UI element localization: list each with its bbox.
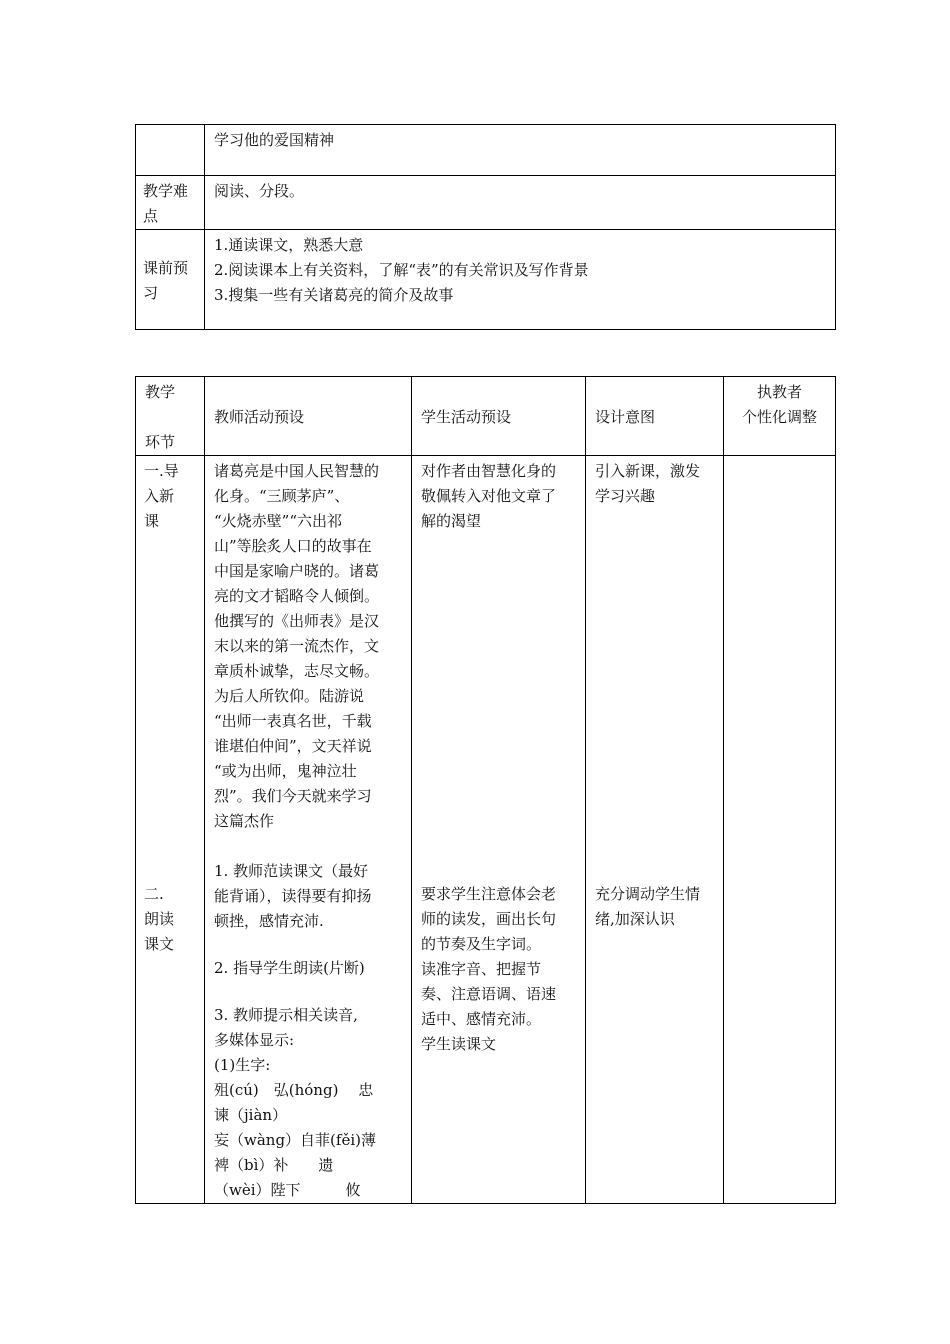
preview-item: 2.阅读课本上有关资料，了解“表”的有关常识及写作背景 — [214, 261, 589, 279]
intent-cell: 引入新课，激发 学习兴趣 充分调动学生情 绪,加深认识 — [586, 456, 724, 1204]
difficulty-row — [136, 176, 836, 230]
info-table — [135, 124, 836, 330]
difficulty-label: 教学难点 — [136, 176, 205, 230]
objective-row — [136, 125, 836, 176]
objective-label-cell — [136, 125, 205, 176]
header-stage: 教学 环节 — [136, 377, 205, 456]
header-intent: 设计意图 — [586, 377, 724, 456]
header-student: 学生活动预设 — [412, 377, 586, 456]
adjust-cell — [724, 456, 836, 1204]
preview-item: 3.搜集一些有关诸葛亮的简介及故事 — [214, 286, 454, 304]
preview-items — [205, 230, 836, 330]
stage-cell: 一.导 入新 课 二. 朗读 课文 — [136, 456, 205, 1204]
reading-step-3: 3. 教师提示相关读音, 多媒体显示: (1)生字: 殂(cú) 弘(hóng) 忠 谏（jiàn） 妄（wàng）自菲(fěi)薄 裨（bì）补 遗 （wèi）陛下 攸 — [214, 1006, 376, 1199]
header-adjust: 执教者 个性化调整 — [724, 377, 836, 456]
student-cell: 对作者由智慧化身的 敬佩转入对他文章了 解的渴望 要求学生注意体会老 师的读发，画出长句 的节奏及生字词。 读准字音、把握节 奏、注意语调、语速 适中、感情充沛。 学生读课文 — [412, 456, 586, 1204]
objective-content-cell — [205, 125, 836, 176]
teacher-cell — [205, 456, 412, 1204]
difficulty-content: 阅读、分段。 — [205, 176, 836, 230]
intro-paragraph: 诸葛亮是中国人民智慧的 化身。“三顾茅庐”、 “火烧赤壁”“六出祁 山”等脍炙人口的故事在 中国是家喻户晓的。诸葛 亮的文才韬略令人倾倒。 他撰写的《出师表》是汉 末以来的第一流杰作，文 章质朴诚挚，志尽文畅。 为后人所钦仰。陆游说 “出师一表真名世，千载 谁堪伯仲间”，文天祥说 “或为出师，鬼神泣壮 烈”。我们今天就来学习 这篇杰作 — [214, 462, 380, 830]
lesson-table — [135, 376, 836, 1204]
preview-label: 课前预习 — [136, 230, 205, 330]
content-row — [136, 456, 836, 1204]
header-teacher: 教师活动预设 — [205, 377, 412, 456]
objective-text: 学习他的爱国精神 — [214, 131, 335, 149]
reading-step-1: 1. 教师范读课文（最好 能背诵），读得要有抑扬 顿挫，感情充沛. — [214, 862, 372, 930]
header-row — [136, 377, 836, 456]
preview-item: 1.通读课文，熟悉大意 — [214, 236, 364, 254]
preview-row — [136, 230, 836, 330]
reading-step-2: 2. 指导学生朗读(片断) — [214, 959, 365, 977]
